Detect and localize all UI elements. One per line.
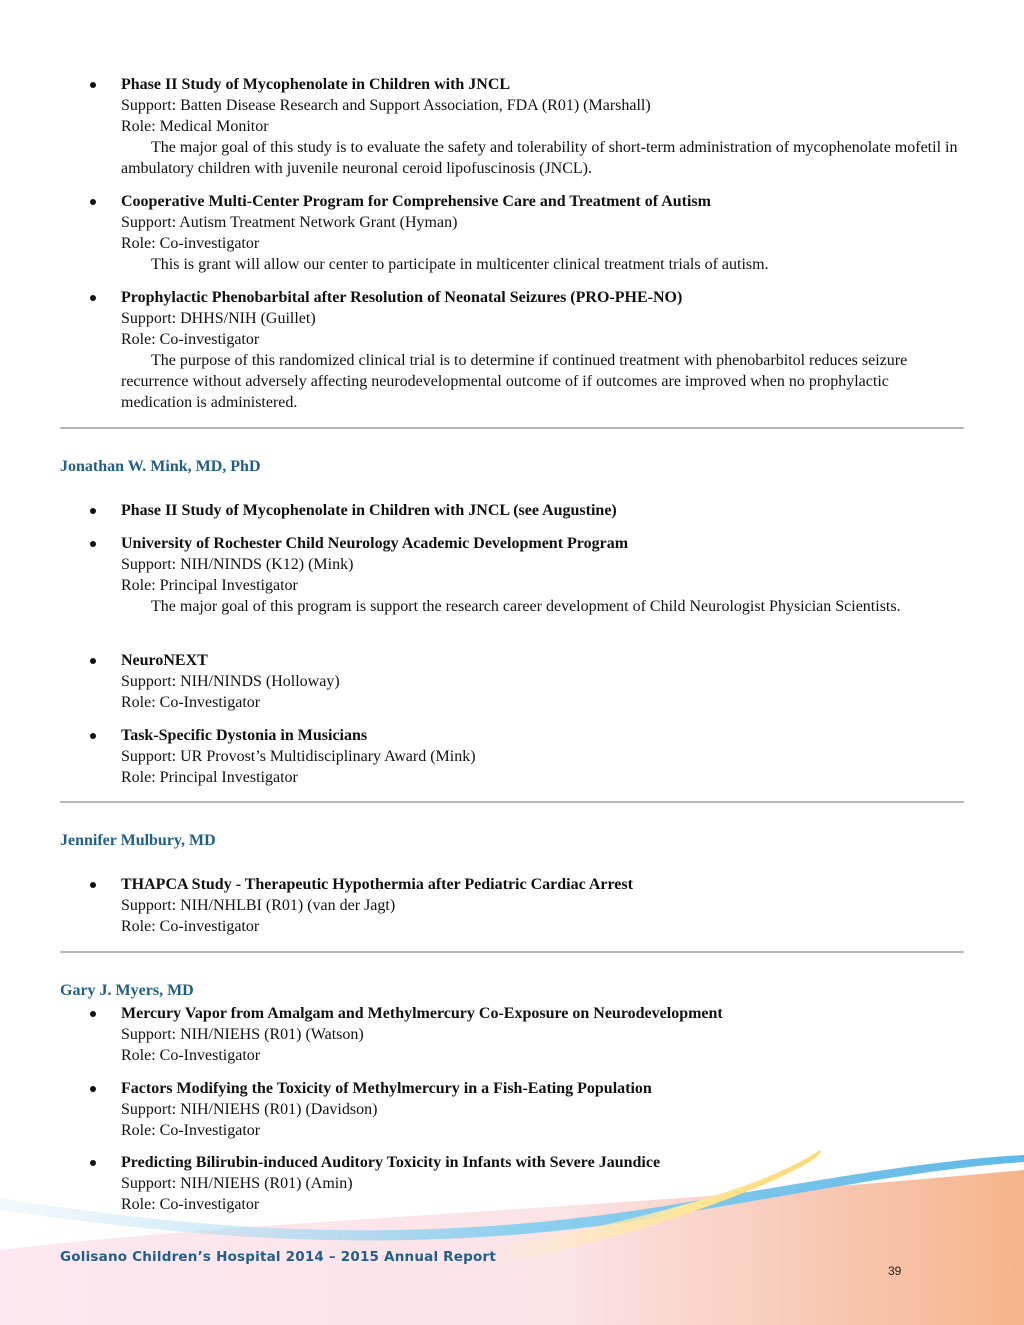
grant-title: Mercury Vapor from Amalgam and Methylmercury Co-Exposure on Neurodevelopment — [121, 1005, 723, 1022]
section-divider — [60, 427, 964, 429]
grant-title: Phase II Study of Mycophenolate in Children with JNCL (see Augustine) — [121, 502, 617, 519]
grant-title: Prophylactic Phenobarbital after Resolution of Neonatal Seizures (PRO-PHE-NO) — [121, 289, 683, 306]
grant-title: Task-Specific Dystonia in Musicians — [121, 727, 368, 744]
grant-role: Role: Co-Investigator — [121, 1122, 261, 1139]
bullet-icon — [90, 508, 96, 514]
grant-role: Role: Co-investigator — [121, 331, 260, 348]
grant-role: Role: Principal Investigator — [121, 577, 298, 594]
grant-support: Support: NIH/NIEHS (R01) (Amin) — [121, 1175, 353, 1192]
grant-support: Support: Autism Treatment Network Grant (Hyman) — [121, 214, 458, 231]
section-divider — [60, 951, 964, 953]
bullet-icon — [90, 1160, 96, 1166]
grant-entry — [121, 650, 961, 713]
grant-entry — [121, 1003, 961, 1066]
grant-support: Support: NIH/NHLBI (R01) (van der Jagt) — [121, 897, 396, 914]
grant-title: Phase II Study of Mycophenolate in Children with JNCL — [121, 76, 511, 93]
grant-entry — [121, 874, 961, 937]
grant-description: This is grant will allow our center to participate in multicenter clinical treatment trials of autism. — [151, 256, 769, 273]
grant-title: Cooperative Multi-Center Program for Comprehensive Care and Treatment of Autism — [121, 193, 711, 210]
grant-role: Role: Co-Investigator — [121, 1047, 261, 1064]
grant-role: Role: Principal Investigator — [121, 769, 298, 786]
bullet-icon — [90, 295, 96, 301]
grant-description: The major goal of this study is to evaluate the safety and tolerability of short-term administration of mycophenolate mofetil in ambulatory children with juvenile neuronal ceroid lipofuscinosis (JNCL). — [121, 139, 958, 177]
grant-entry — [121, 533, 961, 617]
grant-support: Support: DHHS/NIH (Guillet) — [121, 310, 316, 327]
grant-role: Role: Co-investigator — [121, 235, 260, 252]
grant-support: Support: NIH/NIEHS (R01) (Watson) — [121, 1026, 364, 1043]
grant-support: Support: Batten Disease Research and Support Association, FDA (R01) (Marshall) — [121, 97, 651, 114]
grant-support: Support: NIH/NIEHS (R01) (Davidson) — [121, 1101, 378, 1118]
grant-entry — [121, 1152, 961, 1215]
grant-entry — [121, 74, 961, 179]
section-divider — [60, 801, 964, 803]
grant-support: Support: NIH/NINDS (Holloway) — [121, 673, 340, 690]
bullet-icon — [90, 733, 96, 739]
grant-title: NeuroNEXT — [121, 652, 208, 669]
grant-role: Role: Co-investigator — [121, 1196, 260, 1213]
grant-entry — [121, 191, 961, 275]
bullet-icon — [90, 882, 96, 888]
grant-title: THAPCA Study - Therapeutic Hypothermia after Pediatric Cardiac Arrest — [121, 876, 633, 893]
bullet-icon — [90, 199, 96, 205]
grant-support: Support: NIH/NINDS (K12) (Mink) — [121, 556, 354, 573]
page-number: 39 — [888, 1264, 902, 1278]
investigator-name: Jonathan W. Mink, MD, PhD — [60, 458, 261, 475]
grant-description: The purpose of this randomized clinical trial is to determine if continued treatment with phenobarbitol reduces seizure recurrence without adversely affecting neurodevelopmental outcome of if outcomes are improved when no prophylactic medication is administered. — [121, 352, 908, 411]
grant-entry — [121, 1078, 961, 1141]
footer-report-title: Golisano Children’s Hospital 2014 – 2015 Annual Report — [60, 1249, 496, 1265]
grant-role: Role: Co-investigator — [121, 918, 260, 935]
bullet-icon — [90, 1011, 96, 1017]
grant-entry — [121, 725, 961, 788]
grant-description: The major goal of this program is support the research career development of Child Neurologist Physician Scientists. — [151, 598, 901, 615]
grant-entry — [121, 500, 961, 521]
bullet-icon — [90, 541, 96, 547]
investigator-name: Gary J. Myers, MD — [60, 982, 194, 999]
grant-support: Support: UR Provost’s Multidisciplinary Award (Mink) — [121, 748, 476, 765]
grant-role: Role: Medical Monitor — [121, 118, 269, 135]
investigator-name: Jennifer Mulbury, MD — [60, 832, 216, 849]
grant-role: Role: Co-Investigator — [121, 694, 261, 711]
grant-title: University of Rochester Child Neurology Academic Development Program — [121, 535, 629, 552]
grant-title: Predicting Bilirubin-induced Auditory Toxicity in Infants with Severe Jaundice — [121, 1154, 661, 1171]
bullet-icon — [90, 1086, 96, 1092]
grant-title: Factors Modifying the Toxicity of Methylmercury in a Fish-Eating Population — [121, 1080, 652, 1097]
grant-entry — [121, 287, 961, 413]
bullet-icon — [90, 658, 96, 664]
bullet-icon — [90, 82, 96, 88]
